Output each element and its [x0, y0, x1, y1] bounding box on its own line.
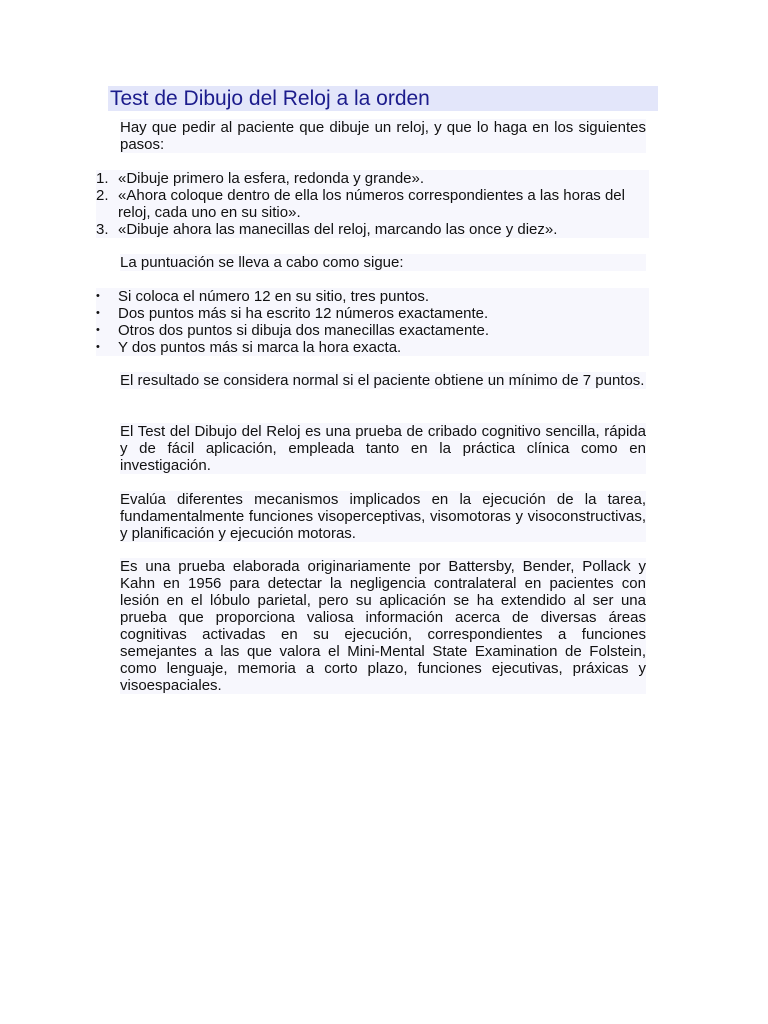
step-item: [96, 221, 649, 238]
steps-list: [96, 170, 649, 238]
intro-paragraph: Hay que pedir al paciente que dibuje un reloj, y que lo haga en los siguientes pasos:: [120, 119, 646, 153]
bullet-icon: •: [96, 324, 100, 336]
scoring-item: [96, 305, 649, 322]
step-text: «Dibuje ahora las manecillas del reloj, marcando las once y diez».: [118, 221, 558, 238]
scoring-item: [96, 339, 649, 356]
bullet-icon: •: [96, 307, 100, 319]
scoring-text: Otros dos puntos si dibuja dos manecillas exactamente.: [118, 322, 490, 339]
scoring-list: [96, 288, 649, 356]
document-title: Test de Dibujo del Reloj a la orden: [108, 86, 658, 111]
step-number: 3.: [96, 221, 109, 238]
step-number: 2.: [96, 187, 109, 204]
scoring-text: Y dos puntos más si marca la hora exacta.: [118, 339, 402, 356]
history-paragraph: Es una prueba elaborada originariamente por Battersby, Bender, Pollack y Kahn en 1956 para detectar la negligencia contralateral en pacientes con lesión en el lóbulo parietal, pero su aplicación se ha extendido al ser una prueba que proporciona valiosa información acerca de diversas áreas cognitivas activadas en su ejecución, correspondientes a funciones semejantes a las que valora el Mini-Mental State Examination de Folstein, como lenguaje, memoria a corto plazo, funciones ejecutivas, práxicas y visoespaciales.: [120, 558, 646, 694]
description-paragraph: El Test del Dibujo del Reloj es una prueba de cribado cognitivo sencilla, rápida y de fácil aplicación, empleada tanto en la práctica clínica como en investigación.: [120, 423, 646, 474]
step-text: «Dibuje primero la esfera, redonda y grande».: [118, 170, 425, 187]
step-number: 1.: [96, 170, 109, 187]
mechanisms-paragraph: Evalúa diferentes mecanismos implicados en la ejecución de la tarea, fundamentalmente funciones visoperceptivas, visomotoras y visoconstructivas, y planificación y ejecución motoras.: [120, 491, 646, 542]
scoring-text: Si coloca el número 12 en su sitio, tres puntos.: [118, 288, 430, 305]
step-text: «Ahora coloque dentro de ella los números correspondientes a las horas del reloj, cada uno en su sitio».: [118, 187, 625, 221]
bullet-icon: •: [96, 290, 100, 302]
bullet-icon: •: [96, 341, 100, 353]
scoring-text: Dos puntos más si ha escrito 12 números exactamente.: [118, 305, 489, 322]
scoring-item: [96, 288, 649, 305]
step-item: [96, 170, 649, 187]
result-paragraph: El resultado se considera normal si el paciente obtiene un mínimo de 7 puntos.: [120, 372, 645, 389]
scoring-intro-paragraph: La puntuación se lleva a cabo como sigue:: [120, 254, 646, 271]
step-item: [96, 187, 649, 221]
scoring-item: [96, 322, 649, 339]
